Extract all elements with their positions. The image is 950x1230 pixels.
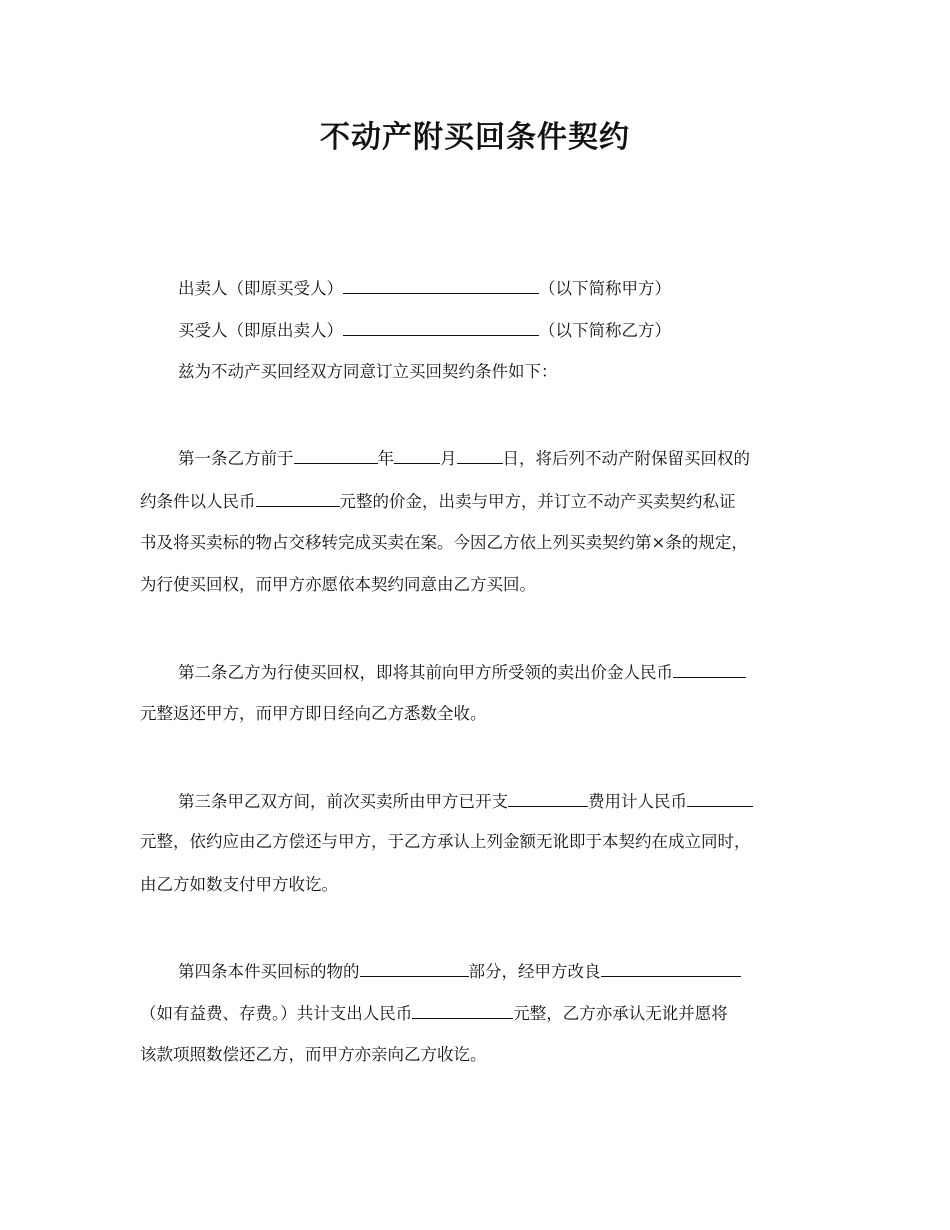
- seller-line: [178, 276, 671, 300]
- object-part-blank: [360, 959, 469, 977]
- article-4-text: 第四条本件买回标的物的: [178, 962, 360, 981]
- month-blank: [394, 446, 440, 464]
- improvement-blank: [601, 959, 741, 977]
- article-3-line-3: 由乙方如数支付甲方收讫。: [140, 875, 338, 894]
- page-title: 不动产附买回条件契约: [320, 120, 630, 155]
- article-4-text: 部分，经甲方改良: [468, 962, 601, 981]
- article-2-line-1: [178, 660, 746, 684]
- seller-suffix: （以下简称甲方）: [539, 279, 671, 298]
- article-2-line-2: 元整返还甲方，而甲方即日经向乙方悉数全收。: [140, 704, 487, 723]
- article-3-text: 费用计人民币: [588, 792, 687, 811]
- refund-amount-blank: [673, 660, 746, 678]
- article-1-line-4: 为行使买回权，而甲方亦愿依本契约同意由乙方买回。: [140, 575, 536, 594]
- article-1-line-1: [178, 446, 750, 470]
- buyer-name-blank: [343, 318, 539, 336]
- expense-blank: [508, 789, 588, 807]
- seller-name-blank: [343, 276, 539, 294]
- article-3-line-2: 元整，依约应由乙方偿还与甲方，于乙方承认上列金额无讹即于本契约在成立同时，: [140, 832, 751, 851]
- article-3-line-1: [178, 789, 753, 813]
- article-4-text: （如有益费、存费。）共计支出人民币: [140, 1004, 413, 1023]
- article-1-text: 第一条乙方前于: [178, 449, 294, 468]
- year-label: 年: [377, 449, 394, 468]
- month-label: 月: [440, 449, 457, 468]
- year-blank: [294, 446, 378, 464]
- article-1-text: 日，将后列不动产附保留买回权的: [502, 449, 750, 468]
- expense-amount-blank: [687, 789, 753, 807]
- article-4-text: 元整，乙方亦承认无讹并愿将: [513, 1004, 728, 1023]
- day-blank: [457, 446, 503, 464]
- buyer-suffix: （以下简称乙方）: [539, 321, 671, 340]
- buyer-label: 买受人（即原出卖人）: [178, 321, 343, 340]
- article-3-text: 第三条甲乙双方间，前次买卖所由甲方已开支: [178, 792, 508, 811]
- seller-label: 出卖人（即原买受人）: [178, 279, 343, 298]
- article-4-line-2: [140, 1001, 728, 1025]
- article-2-text: 第二条乙方为行使买回权，即将其前向甲方所受领的卖出价金人民币: [178, 663, 673, 682]
- price-blank: [256, 489, 340, 507]
- improvement-amount-blank: [412, 1001, 513, 1019]
- article-4-line-1: [178, 959, 741, 983]
- article-1-line-3: 书及将买卖标的物占交移转完成买卖在案。今因乙方依上列买卖契约第×条的规定，: [140, 533, 748, 552]
- intro-line: 兹为不动产买回经双方同意订立买回契约条件如下：: [178, 362, 558, 381]
- article-4-line-3: 该款项照数偿还乙方，而甲方亦亲向乙方收讫。: [140, 1045, 487, 1064]
- article-1-text: 约条件以人民币: [140, 492, 256, 511]
- article-1-text: 元整的价金，出卖与甲方，并订立不动产买卖契约私证: [339, 492, 736, 511]
- article-1-line-2: [140, 489, 736, 513]
- buyer-line: [178, 318, 671, 342]
